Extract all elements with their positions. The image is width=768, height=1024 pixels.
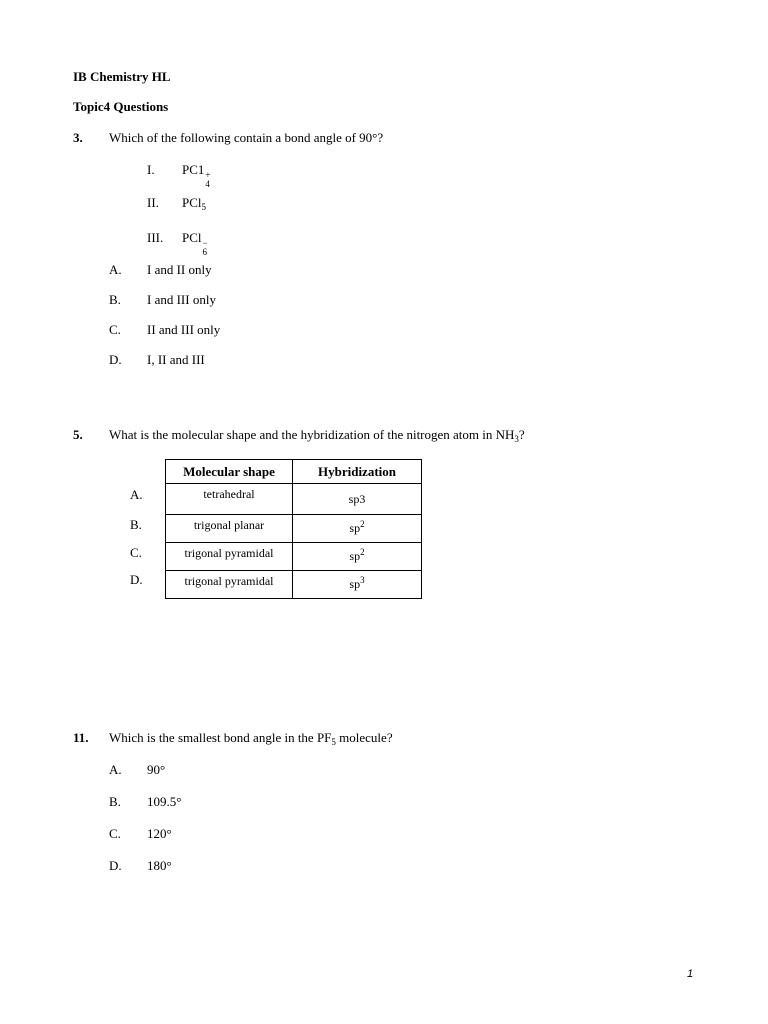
table-header-cell: Hybridization: [293, 460, 422, 484]
q3-option-letter: B.: [109, 292, 121, 307]
table-row: [166, 515, 422, 543]
hybridization-cell: $sp^2$: [293, 543, 422, 571]
q5-row-letter: A.: [130, 487, 143, 502]
q5-row-letter: B.: [130, 517, 142, 532]
q3-option-text: I and III only: [147, 292, 216, 307]
q5-number: 5.: [73, 427, 83, 442]
table-row: [166, 543, 422, 571]
hybridization-cell: $sp^3$: [293, 571, 422, 599]
q3-prompt: Which of the following contain a bond angle of 90°?: [109, 130, 384, 145]
q3-option-letter: A.: [109, 262, 122, 277]
q5-row-letter: D.: [130, 572, 143, 587]
q11-option-text: 90°: [147, 762, 166, 777]
table-header-cell: Molecular shape: [166, 460, 293, 484]
q5-prompt: What is the molecular shape and the hybridization of the nitrogen atom in $NH_3$?: [109, 427, 525, 444]
q3-item-roman: III.: [147, 230, 164, 245]
q3-item-formula: PCl − 6: [182, 230, 208, 257]
course-title: IB Chemistry HL: [73, 69, 171, 84]
table-row: [166, 484, 422, 515]
shape-cell: trigonal pyramidal: [166, 571, 293, 599]
q11-option-letter: A.: [109, 762, 122, 777]
q3-option-text: I, II and III: [147, 352, 205, 367]
q11-prompt: Which is the smallest bond angle in the $PF_5$ molecule?: [109, 730, 393, 747]
q3-item-roman: II.: [147, 195, 159, 210]
q11-option-letter: D.: [109, 858, 122, 873]
q11-option-text: 120°: [147, 826, 172, 841]
q5-answer-table: [165, 459, 422, 599]
q3-item-roman: I.: [147, 162, 155, 177]
table-row: [166, 571, 422, 599]
topic-title: Topic4 Questions: [73, 99, 169, 114]
shape-cell: trigonal pyramidal: [166, 543, 293, 571]
q3-number: 3.: [73, 130, 83, 145]
page-number: 1: [687, 968, 694, 980]
q3-item-formula: PCl$_5$: [182, 195, 207, 212]
table-header-row: [166, 460, 422, 484]
hybridization-cell: sp3: [293, 484, 422, 515]
q11-option-letter: B.: [109, 794, 121, 809]
q11-number: 11.: [73, 730, 89, 745]
q3-option-letter: C.: [109, 322, 121, 337]
hybridization-cell: $sp^2$: [293, 515, 422, 543]
q11-option-letter: C.: [109, 826, 121, 841]
q3-option-text: I and II only: [147, 262, 212, 277]
q3-option-text: II and III only: [147, 322, 221, 337]
q5-row-letter: C.: [130, 545, 142, 560]
q3-option-letter: D.: [109, 352, 122, 367]
shape-cell: trigonal planar: [166, 515, 293, 543]
shape-cell: tetrahedral: [166, 484, 293, 515]
q3-item-formula: PC1 + 4: [182, 162, 211, 189]
q11-option-text: 109.5°: [147, 794, 182, 809]
q11-option-text: 180°: [147, 858, 172, 873]
